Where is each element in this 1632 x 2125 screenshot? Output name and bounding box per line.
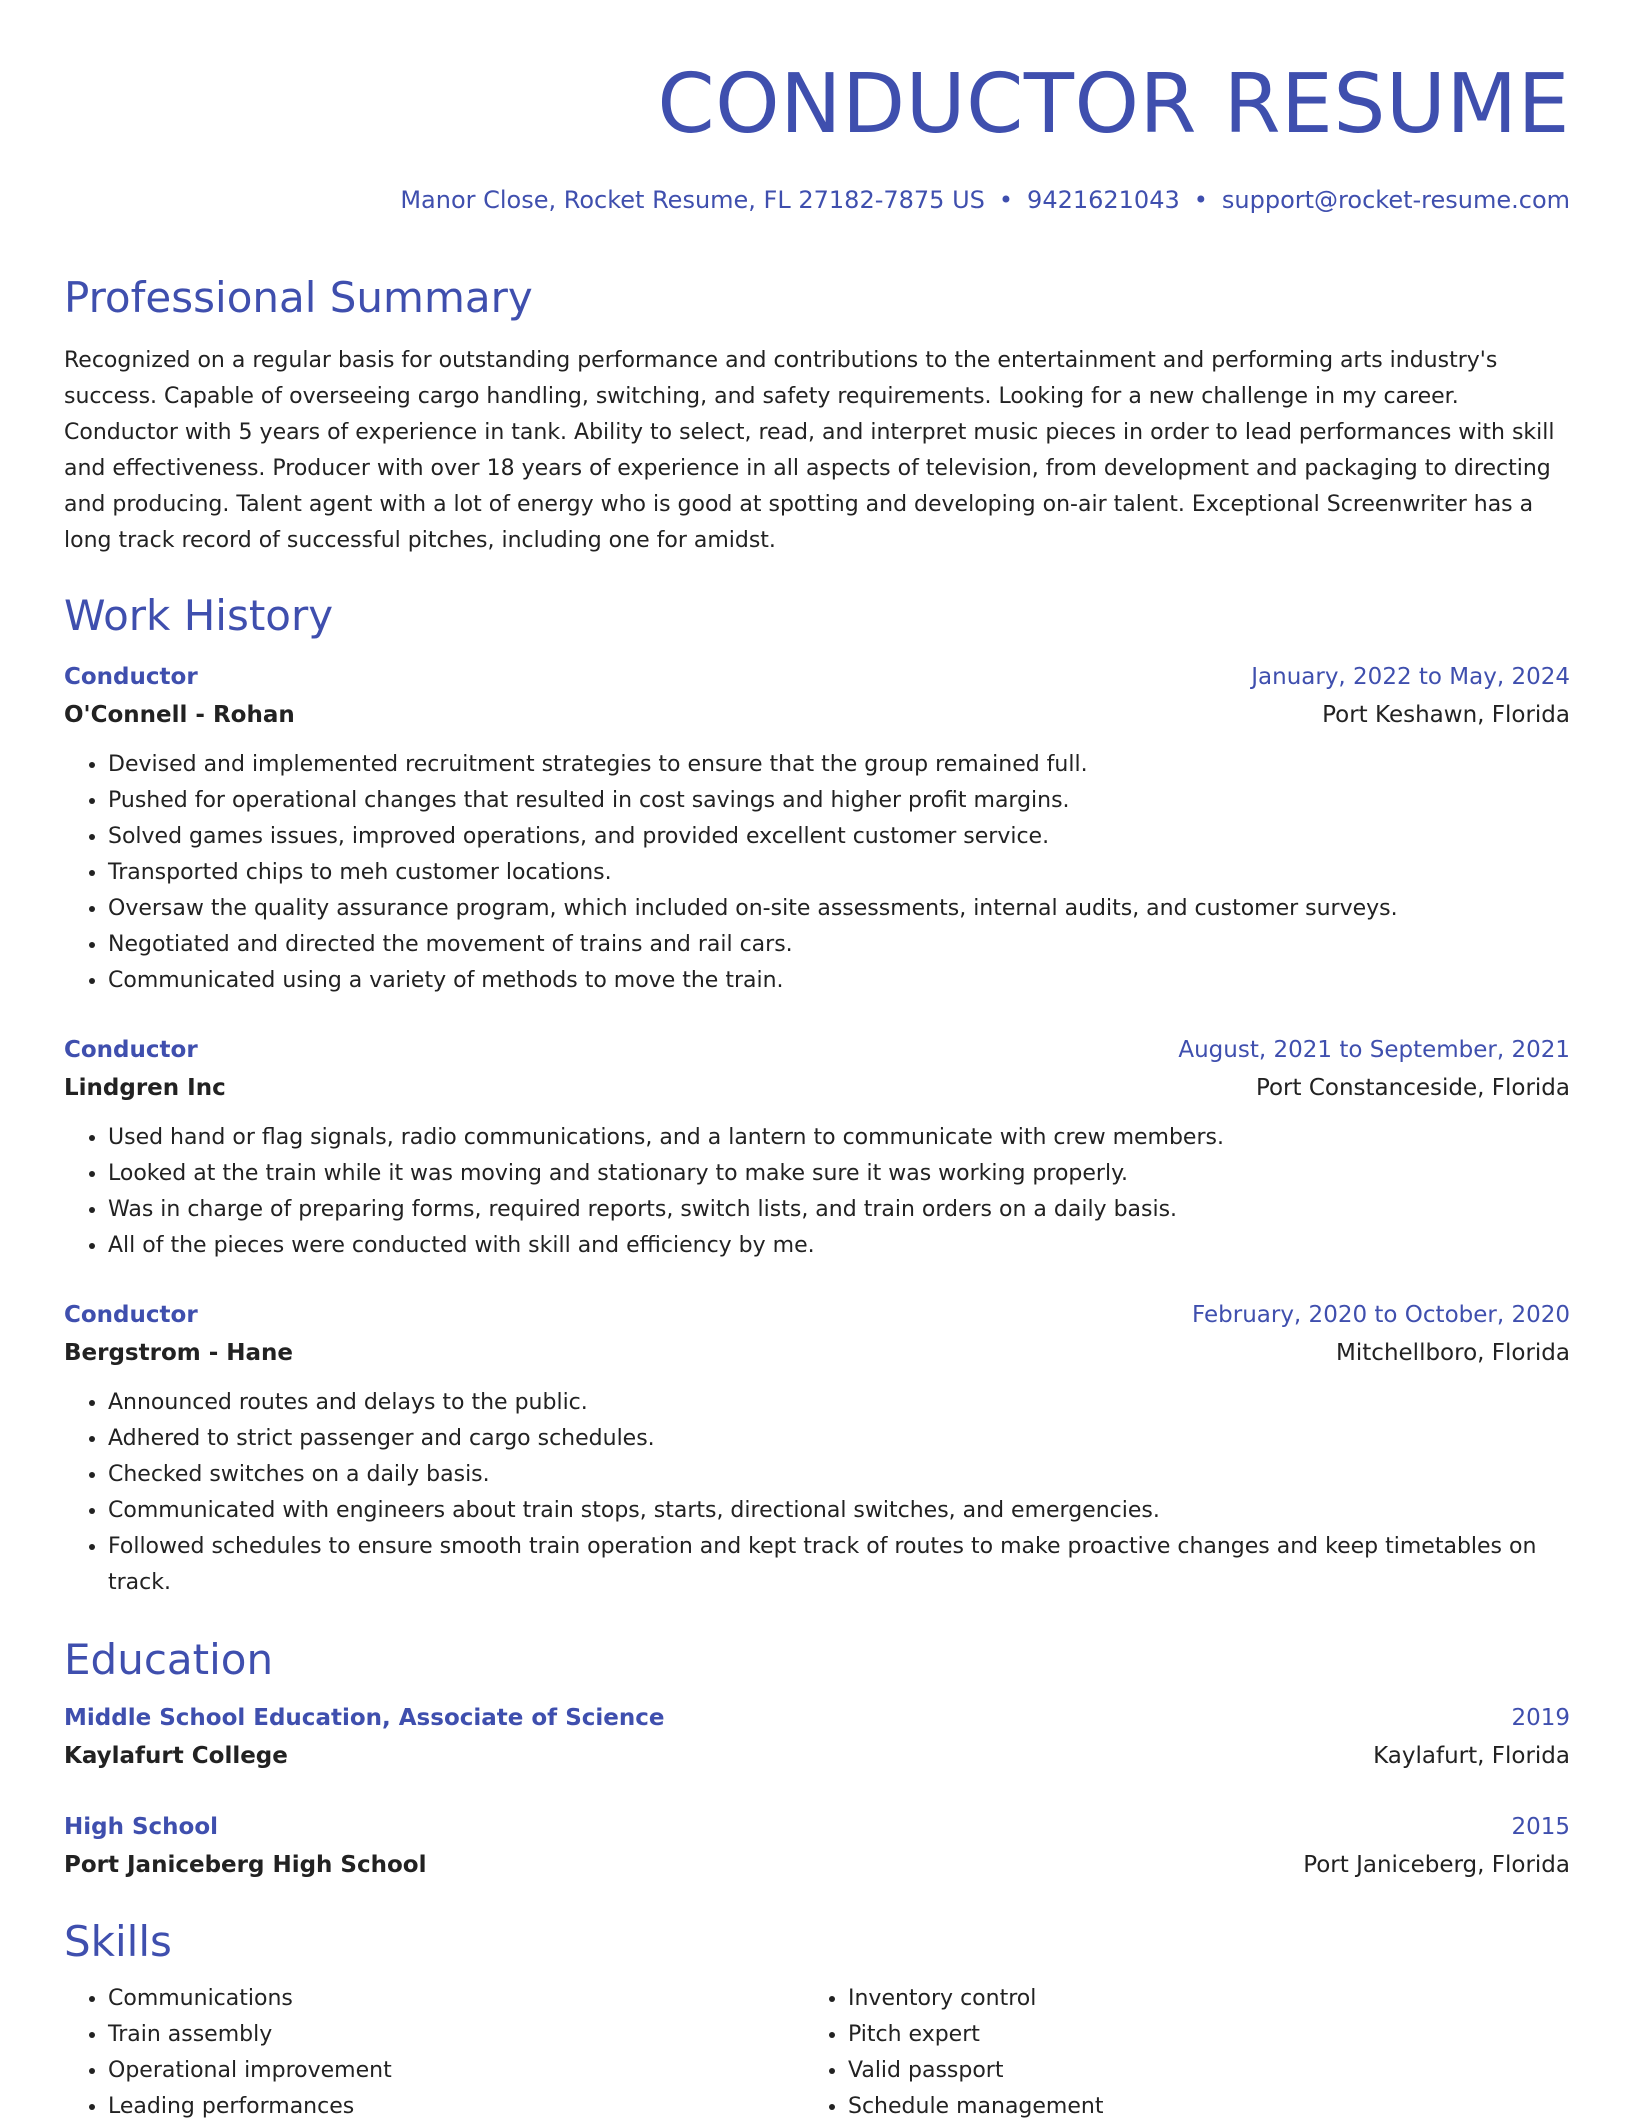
job-bullet: • Looked at the train while it was moving and stationary to make sure it was working properly. xyxy=(108,1156,1570,1192)
job-dates: August, 2021 to September, 2021 xyxy=(1178,1036,1570,1063)
work-entry xyxy=(64,658,1570,999)
job-bullet: • Checked switches on a daily basis. xyxy=(108,1457,1570,1493)
job-bullet: • Devised and implemented recruitment strategies to ensure that the group remained full. xyxy=(108,747,1570,783)
job-bullet: • Oversaw the quality assurance program, which included on-site assessments, internal audits, and customer surveys. xyxy=(108,891,1570,927)
education-entry-header xyxy=(64,1699,1570,1738)
skill-item: • Inventory control xyxy=(848,1981,1544,2017)
skill-item: • Train assembly xyxy=(108,2017,804,2053)
job-location: Port Constanceside, Florida xyxy=(1255,1074,1570,1101)
contact-separator: • xyxy=(998,186,1014,214)
school-name: Port Janiceberg High School xyxy=(64,1851,427,1878)
job-bullet: • Followed schedules to ensure smooth train operation and kept track of routes to make proactive changes and keep timetables on track. xyxy=(108,1529,1570,1601)
job-bullet: • Was in charge of preparing forms, required reports, switch lists, and train orders on a daily basis. xyxy=(108,1192,1570,1228)
job-bullet: • Negotiated and directed the movement of trains and rail cars. xyxy=(108,927,1570,963)
section-title-summary: Professional Summary xyxy=(64,272,533,322)
education-entry-subheader xyxy=(64,1847,1570,1883)
resume-title: CONDUCTOR RESUME xyxy=(657,57,1570,152)
company-name: Bergstrom - Hane xyxy=(64,1339,294,1366)
skill-item: • Schedule management xyxy=(848,2089,1544,2125)
job-bullet: • Solved games issues, improved operations, and provided excellent customer service. xyxy=(108,819,1570,855)
job-bullet: • Communicated with engineers about train stops, starts, directional switches, and emergencies. xyxy=(108,1493,1570,1529)
job-bullets xyxy=(64,1385,1570,1601)
school-name: Kaylafurt College xyxy=(64,1742,288,1769)
skill-item: • Pitch expert xyxy=(848,2017,1544,2053)
education-entry xyxy=(64,1808,1570,1883)
job-bullet: • Transported chips to meh customer locations. xyxy=(108,855,1570,891)
skills-list xyxy=(64,1981,1570,2125)
company-name: Lindgren Inc xyxy=(64,1074,226,1101)
contact-separator: • xyxy=(1193,186,1208,214)
skill-item: • Operational improvement xyxy=(108,2053,804,2089)
work-entry-subheader xyxy=(64,1070,1570,1106)
job-dates: January, 2022 to May, 2024 xyxy=(1251,663,1570,690)
resume-header xyxy=(64,50,1570,215)
job-title: Conductor xyxy=(64,1036,198,1063)
section-title-skills: Skills xyxy=(64,1916,172,1966)
skills-column-left xyxy=(64,1981,804,2125)
job-bullet: • Used hand or flag signals, radio communications, and a lantern to communicate with crew members. xyxy=(108,1120,1570,1156)
summary-text: Recognized on a regular basis for outstanding performance and contributions to the entertainment and performing arts industry's success. Capable of overseeing cargo handling, switching, and safety requirements. Looking for a new challenge in my career. Conductor with 5 years of experience in tank. Ability to select, read, and interpret music pieces in order to lead performances with skill and effectiveness. Producer with over 18 years of experience in all aspects of television, from development and packaging to directing and producing. Talent agent with a lot of energy who is good at spotting and developing on-air talent. Exceptional Screenwriter has a long track record of successful pitches, including one for amidst. xyxy=(64,348,1555,554)
contact-address: Manor Close, Rocket Resume, FL 27182-7875 US xyxy=(400,186,985,214)
education-entry-subheader xyxy=(64,1738,1570,1774)
job-dates: February, 2020 to October, 2020 xyxy=(1192,1301,1570,1328)
contact-line xyxy=(64,186,1570,215)
work-entry-header xyxy=(64,1296,1570,1335)
work-entry xyxy=(64,1031,1570,1264)
job-location: Port Keshawn, Florida xyxy=(1322,701,1570,728)
work-entry-header xyxy=(64,658,1570,697)
work-entry-subheader xyxy=(64,697,1570,733)
graduation-year: 2015 xyxy=(1511,1813,1570,1840)
job-location: Mitchellboro, Florida xyxy=(1336,1339,1570,1366)
graduation-year: 2019 xyxy=(1511,1704,1570,1731)
section-title-work-history: Work History xyxy=(64,591,334,641)
work-entry-header xyxy=(64,1031,1570,1070)
skills-column-right xyxy=(804,1981,1544,2125)
skill-item: • Communications xyxy=(108,1981,804,2017)
job-bullet: • Pushed for operational changes that resulted in cost savings and higher profit margins. xyxy=(108,783,1570,819)
job-bullets xyxy=(64,1120,1570,1264)
skill-item: • Leading performances xyxy=(108,2089,804,2125)
section-title-education: Education xyxy=(64,1634,274,1684)
work-entry xyxy=(64,1296,1570,1601)
education-entry xyxy=(64,1699,1570,1774)
education-entry-header xyxy=(64,1808,1570,1847)
contact-email[interactable]: support@rocket-resume.com xyxy=(1221,186,1570,214)
job-title: Conductor xyxy=(64,1301,198,1328)
job-bullet: • Adhered to strict passenger and cargo schedules. xyxy=(108,1421,1570,1457)
skill-item: • Valid passport xyxy=(848,2053,1544,2089)
school-location: Kaylafurt, Florida xyxy=(1373,1742,1570,1769)
job-bullet: • Announced routes and delays to the public. xyxy=(108,1385,1570,1421)
job-bullets xyxy=(64,747,1570,999)
company-name: O'Connell - Rohan xyxy=(64,701,295,728)
job-title: Conductor xyxy=(64,663,198,690)
job-bullet: • Communicated using a variety of methods to move the train. xyxy=(108,963,1570,999)
degree-name: Middle School Education, Associate of Science xyxy=(64,1704,665,1731)
job-bullet: • All of the pieces were conducted with skill and efficiency by me. xyxy=(108,1228,1570,1264)
degree-name: High School xyxy=(64,1813,219,1840)
school-location: Port Janiceberg, Florida xyxy=(1303,1851,1570,1878)
work-entry-subheader xyxy=(64,1335,1570,1371)
contact-phone: 9421621043 xyxy=(1027,186,1180,214)
